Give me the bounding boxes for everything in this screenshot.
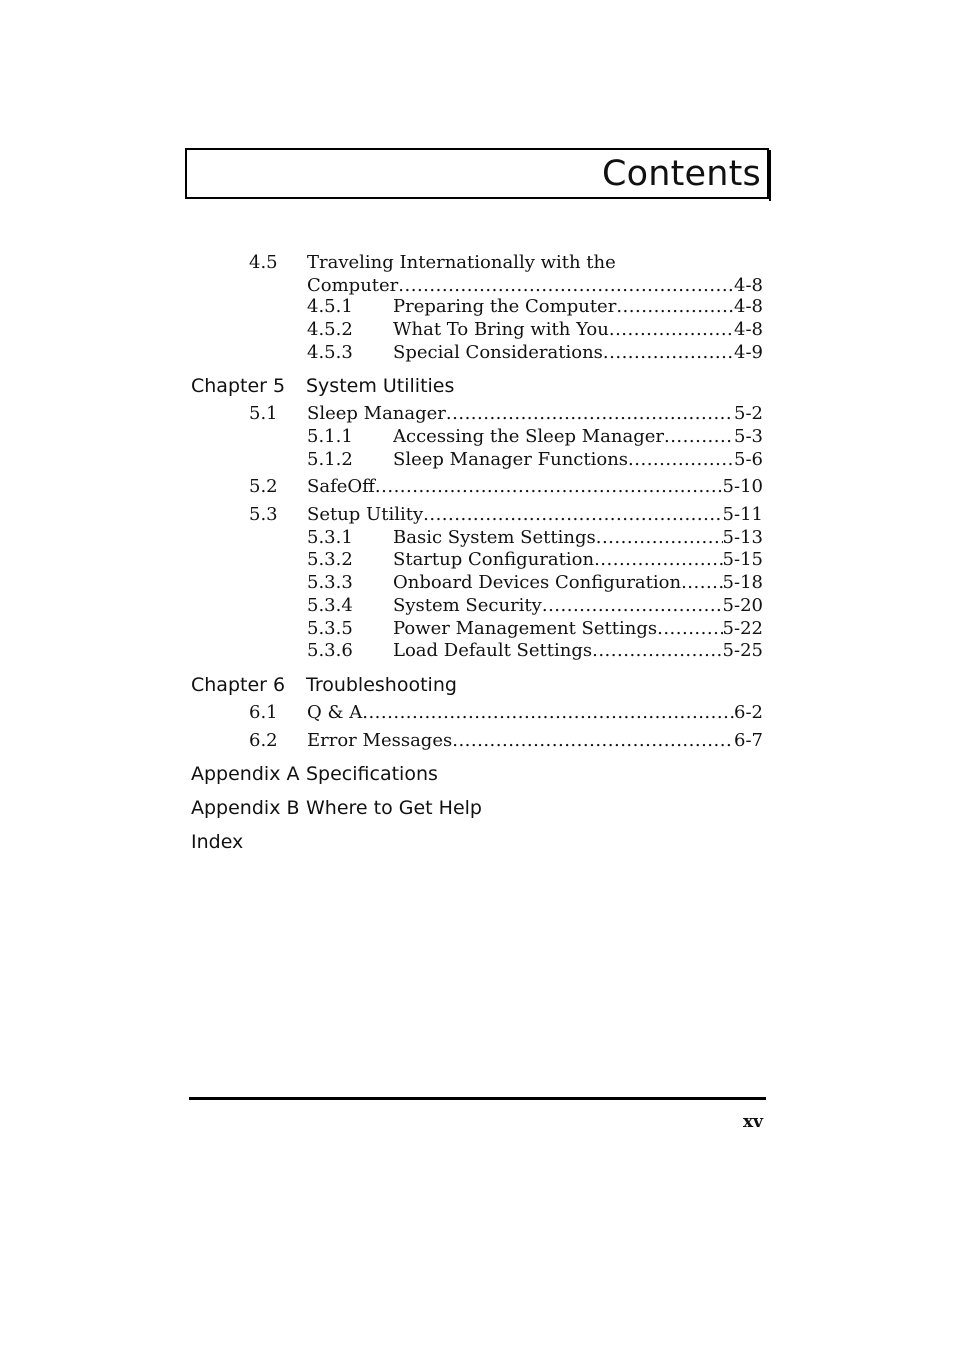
dot-leader [628, 449, 734, 471]
toc-entry-title: Error Messages [307, 730, 453, 751]
toc-entry-title: Startup Configuration [393, 549, 595, 570]
toc-section-number: 5.2 [249, 476, 278, 497]
toc-entry-title: Preparing the Computer [393, 296, 617, 317]
toc-section-number: 4.5.2 [307, 319, 353, 340]
toc-section-number: 5.3.6 [307, 640, 353, 661]
toc-page-number: 5-11 [722, 504, 763, 525]
toc-chapter-row[interactable] [191, 374, 454, 398]
toc-entry-title: Q & A [307, 702, 363, 723]
toc-chapter-title: Troubleshooting [306, 674, 457, 696]
toc-section-number: 4.5.1 [307, 296, 353, 317]
toc-page-number: 5-20 [722, 595, 763, 616]
toc-section-number: 5.3.4 [307, 595, 353, 616]
toc-entry[interactable] [307, 403, 763, 425]
toc-entry-title: Load Default Settings [393, 640, 593, 661]
toc-chapter-label: Appendix B [191, 797, 300, 819]
page-title: Contents [601, 154, 761, 194]
toc-page-number: 4-8 [734, 296, 763, 317]
toc-entry[interactable] [393, 426, 763, 448]
toc-entry[interactable] [393, 572, 763, 594]
toc-entry-title: Special Considerations [393, 342, 603, 363]
toc-entry-title: Onboard Devices Configuration [393, 572, 682, 593]
toc-page-number: 6-7 [734, 730, 763, 751]
toc-entry[interactable] [393, 618, 763, 640]
toc-chapter-label: Index [191, 831, 244, 853]
toc-page-number: 6-2 [734, 702, 763, 723]
dot-leader [609, 319, 734, 341]
dot-leader [596, 527, 723, 549]
toc-entry-title: Basic System Settings [393, 527, 596, 548]
toc-entry-title: Sleep Manager [307, 403, 446, 424]
toc-entry[interactable] [307, 504, 763, 526]
dot-leader [657, 618, 722, 640]
toc-entry[interactable] [393, 296, 763, 318]
toc-entry[interactable] [393, 595, 763, 617]
dot-leader [446, 403, 734, 425]
dot-leader [375, 476, 723, 498]
toc-entry-title: What To Bring with You [393, 319, 609, 340]
toc-page-number: 5-13 [722, 527, 763, 548]
toc-section-number: 5.1 [249, 403, 278, 424]
toc-page-number: 5-6 [734, 449, 763, 470]
dot-leader [362, 702, 734, 724]
toc-entry-title-line1[interactable]: Traveling Internationally with the [307, 252, 616, 273]
toc-page-number: 5-3 [734, 426, 763, 447]
toc-entry[interactable] [393, 342, 763, 364]
toc-entry[interactable] [307, 702, 763, 724]
toc-chapter-row[interactable] [191, 673, 457, 697]
toc-section-number: 6.2 [249, 730, 278, 751]
toc-section-number: 5.3.5 [307, 618, 353, 639]
toc-page-number: 5-18 [722, 572, 763, 593]
dot-leader [452, 730, 734, 752]
toc-section-number: 5.3.2 [307, 549, 353, 570]
toc-section-number: 4.5.3 [307, 342, 353, 363]
toc-entry-title: Sleep Manager Functions [393, 449, 629, 470]
toc-chapter-title: Where to Get Help [306, 797, 482, 819]
toc-section-number: 5.1.1 [307, 426, 353, 447]
toc-entry[interactable] [307, 476, 763, 498]
dot-leader [681, 572, 722, 594]
dot-leader [542, 595, 723, 617]
footer-page-number: xv [742, 1112, 763, 1132]
toc-section-number: 4.5 [249, 252, 278, 273]
toc-entry-title: System Security [393, 595, 542, 616]
toc-chapter-row[interactable] [191, 762, 438, 786]
toc-entry-title: Accessing the Sleep Manager [393, 426, 664, 447]
dot-leader [664, 426, 734, 448]
toc-entry-title: SafeOff [307, 476, 375, 497]
dot-leader [603, 342, 734, 364]
toc-page-number: 5-2 [734, 403, 763, 424]
toc-entry-title: Computer [307, 275, 399, 296]
toc-entry[interactable] [393, 449, 763, 471]
toc-chapter-row[interactable] [191, 830, 306, 854]
toc-entry-title: Setup Utility [307, 504, 424, 525]
footer-rule [189, 1097, 766, 1100]
toc-chapter-title: Specifications [306, 763, 438, 785]
toc-entry[interactable] [393, 319, 763, 341]
toc-page-number: 4-9 [734, 342, 763, 363]
toc-entry[interactable] [393, 640, 763, 662]
toc-section-number: 5.1.2 [307, 449, 353, 470]
toc-page-number: 5-10 [722, 476, 763, 497]
toc-entry[interactable] [307, 275, 763, 297]
toc-chapter-label: Chapter 5 [191, 375, 286, 397]
dot-leader [594, 549, 722, 571]
toc-entry-title: Power Management Settings [393, 618, 658, 639]
toc-section-number: 5.3 [249, 504, 278, 525]
toc-entry[interactable] [307, 730, 763, 752]
dot-leader [423, 504, 722, 526]
toc-section-number: 6.1 [249, 702, 278, 723]
toc-entry[interactable] [393, 527, 763, 549]
toc-page-number: 4-8 [734, 319, 763, 340]
toc-page-number: 4-8 [734, 275, 763, 296]
toc-chapter-label: Chapter 6 [191, 674, 286, 696]
toc-chapter-title: System Utilities [306, 375, 455, 397]
dot-leader [592, 640, 722, 662]
toc-entry[interactable] [393, 549, 763, 571]
dot-leader [616, 296, 734, 318]
toc-page-number: 5-15 [722, 549, 763, 570]
toc-section-number: 5.3.1 [307, 527, 353, 548]
dot-leader [398, 275, 734, 297]
toc-chapter-row[interactable] [191, 796, 482, 820]
toc-page-number: 5-22 [722, 618, 763, 639]
toc-page-number: 5-25 [722, 640, 763, 661]
toc-chapter-label: Appendix A [191, 763, 300, 785]
toc-section-number: 5.3.3 [307, 572, 353, 593]
